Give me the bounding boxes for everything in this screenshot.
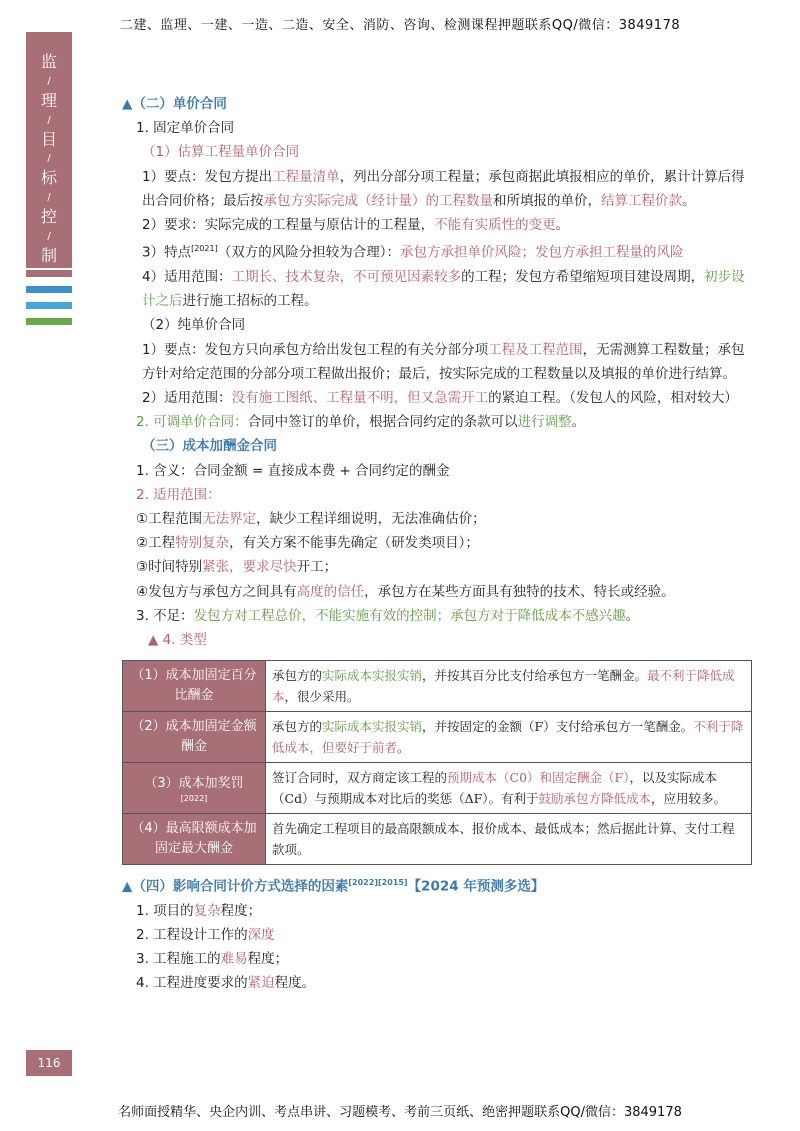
type-name-cell: （2）成本加固定金额酬金 bbox=[123, 712, 266, 763]
page-number: 116 bbox=[26, 1050, 72, 1076]
scope-item-4 bbox=[122, 580, 752, 604]
page-footer: 名师面授精华、央企内训、考点串讲、习题模考、考前三页纸、绝密押题联系QQ/微信：3849178 bbox=[118, 1105, 682, 1120]
highlight: 结算工程价款 bbox=[601, 192, 682, 209]
type-desc-cell bbox=[266, 661, 752, 712]
text: 。 bbox=[571, 414, 586, 431]
factor-1 bbox=[122, 899, 752, 923]
text: 和所填报的单价， bbox=[493, 192, 601, 209]
highlight: 承包方实际完成（经计量）的工程数量 bbox=[263, 192, 493, 209]
text: 合同中签订的单价，根据合同约定的条款可以 bbox=[247, 414, 518, 431]
year-tag: [2021] bbox=[191, 244, 218, 254]
highlight: 不利于降低成本，但要好于前者 bbox=[272, 719, 744, 756]
point-3-line bbox=[122, 237, 752, 265]
highlight: 特别复杂 bbox=[175, 535, 230, 552]
accent-stripe-mauve bbox=[26, 270, 72, 277]
pure-point-1-paragraph bbox=[122, 338, 752, 386]
highlight: 鼓励承包方降低成本 bbox=[538, 791, 652, 807]
highlight: 深度 bbox=[247, 927, 275, 944]
scope-item-2 bbox=[122, 531, 752, 555]
type-name-cell: （4）最高限额成本加固定最大酬金 bbox=[123, 814, 266, 865]
cost-plus-types-table bbox=[122, 660, 752, 865]
text: ，应用较多。 bbox=[651, 791, 727, 807]
text: 。 bbox=[397, 740, 410, 756]
side-tab-char: 监 bbox=[40, 52, 57, 71]
text: 开工； bbox=[296, 559, 338, 576]
table-row bbox=[123, 661, 752, 712]
text: 的紧迫工程。（发包人的风险，相对较大） bbox=[488, 389, 738, 406]
text: ，以及实际成本（Cd）与预期成本对比后的奖惩（ΔF）。有利于 bbox=[272, 770, 717, 807]
text: 承包方的 bbox=[272, 668, 323, 684]
text: ，无需测算工程数量；承包方针对给定范围的分部分项工程做出报价；最后，按实际完成的工程数量以及填报的单价进行结算。 bbox=[142, 341, 745, 382]
side-tab-char: 标 bbox=[40, 168, 57, 188]
cost-plus-types-heading bbox=[122, 628, 752, 652]
highlight: 进行调整 bbox=[517, 414, 572, 431]
title-text: ▲（四）影响合同计价方式选择的因素 bbox=[122, 878, 349, 895]
type-name-cell: （1）成本加固定百分比酬金 bbox=[123, 661, 266, 712]
highlight: 初步设计之后 bbox=[142, 268, 745, 310]
forecast-tag: 【2024 年预测多选】 bbox=[407, 878, 545, 895]
page-content bbox=[122, 92, 752, 996]
highlight: 无法界定 bbox=[202, 510, 257, 527]
side-tab-sep: / bbox=[47, 153, 51, 165]
point-4-paragraph bbox=[122, 265, 752, 313]
text: ，缺少工程详细说明，无法准确估价； bbox=[256, 510, 486, 527]
highlight: 难易 bbox=[220, 951, 248, 968]
accent-stripe-blue bbox=[26, 286, 72, 293]
text: 3. 工程施工的 bbox=[136, 951, 221, 968]
text: ④发包方与承包方之间具有 bbox=[136, 583, 297, 600]
point-2-line bbox=[122, 213, 752, 237]
text: 2. 工程设计工作的 bbox=[136, 927, 248, 944]
section-cost-plus-title: （三）成本加酬金合同 bbox=[142, 438, 277, 455]
text: 程度； bbox=[220, 902, 262, 919]
text: ，并按固定的金额（F）支付给承包方一笔酬金。 bbox=[422, 719, 694, 735]
side-tab-char: 目 bbox=[40, 129, 57, 149]
side-tab-char: 理 bbox=[40, 90, 57, 110]
type-desc-cell: 首先确定工程项目的最高限额成本、报价成本、最低成本；然后据此计算、支付工程款项。 bbox=[266, 814, 752, 865]
text: 4. 工程进度要求的 bbox=[136, 975, 248, 992]
text: 程度。 bbox=[274, 975, 316, 992]
highlight: 工期长、技术复杂，不可预见因素较多 bbox=[231, 268, 462, 285]
text: （双方的风险分担较为合理）： bbox=[217, 244, 400, 261]
adjustable-unit-price-line bbox=[122, 410, 752, 434]
highlight: 2. 可调单价合同： bbox=[136, 414, 248, 431]
highlight: 工程量清单 bbox=[272, 168, 340, 185]
highlight: 紧张，要求尽快 bbox=[202, 559, 297, 576]
page-header: 二建、监理、一建、一造、二造、安全、消防、咨询、检测课程押题联系QQ/微信：3849178 bbox=[119, 18, 681, 33]
text: 程度； bbox=[247, 951, 289, 968]
highlight: 高度的信任 bbox=[296, 583, 365, 600]
highlight: 发包方对工程总价，不能实施有效的控制；承包方对于降低成本不感兴趣 bbox=[193, 607, 626, 624]
chapter-side-tab bbox=[26, 32, 72, 268]
scope-item-1 bbox=[122, 507, 752, 531]
highlight: 承包方承担单价风险；发包方承担工程量的风险 bbox=[399, 244, 684, 261]
factor-3 bbox=[122, 947, 752, 971]
table-row bbox=[123, 712, 752, 763]
text: 1）要点：发包方提出 bbox=[142, 168, 273, 185]
text: 的工程；发包方希望缩短项目建设周期， bbox=[461, 268, 705, 285]
side-tab-sep: / bbox=[47, 230, 51, 242]
cost-plus-drawback bbox=[122, 604, 752, 628]
year-tag: [2022][2015] bbox=[348, 878, 408, 888]
pure-point-2-line bbox=[122, 386, 752, 410]
text: ，很少采用。 bbox=[284, 689, 360, 705]
text: 签订合同时，双方商定该工程的 bbox=[272, 770, 448, 786]
highlight: 预期成本（C0）和固定酬金（F） bbox=[447, 770, 630, 786]
text: 1. 项目的 bbox=[136, 902, 194, 919]
table-row bbox=[123, 763, 752, 814]
section-factors-title bbox=[122, 871, 752, 899]
text: ，并按其百分比支付给承包方一笔酬金。 bbox=[422, 668, 648, 684]
text: 2）适用范围： bbox=[142, 389, 232, 406]
scope-item-3 bbox=[122, 555, 752, 579]
highlight: 工程及工程范围 bbox=[488, 341, 583, 358]
text: 1）要点：发包方只向承包方给出发包工程的有关分部分项 bbox=[142, 341, 489, 358]
text: 2）要求：实际完成的工程量与原估计的工程量， bbox=[142, 217, 435, 234]
type-desc-cell bbox=[266, 763, 752, 814]
estimated-quantity-heading: （1）估算工程量单价合同 bbox=[142, 144, 300, 161]
text: ，列出分部分项工程量；承包商据此填报相应的单价，累计计算后得出合同价格；最后按 bbox=[142, 168, 745, 209]
cost-plus-meaning: 1. 含义：合同金额 = 直接成本费 + 合同约定的酬金 bbox=[136, 462, 450, 479]
text: 3）特点 bbox=[142, 244, 192, 261]
side-tab-char: 制 bbox=[40, 245, 57, 265]
section-unit-price-title: ▲（二）单价合同 bbox=[122, 96, 227, 112]
side-tab-sep: / bbox=[47, 114, 51, 126]
text: ，承包方在某些方面具有独特的技术、特长或经验。 bbox=[364, 583, 675, 600]
text: 。 bbox=[625, 607, 640, 624]
text: ，有关方案不能事先确定（研发类项目）； bbox=[229, 535, 479, 552]
table-row bbox=[123, 814, 752, 865]
text: ①工程范围 bbox=[136, 510, 203, 527]
text: 4）适用范围： bbox=[142, 268, 232, 285]
accent-stripe-lightblue bbox=[26, 302, 72, 309]
highlight: 复杂 bbox=[193, 902, 221, 919]
fixed-unit-price-heading: 1. 固定单价合同 bbox=[136, 120, 235, 137]
highlight: 实际成本实报实销 bbox=[322, 719, 423, 735]
text: 3. 不足： bbox=[136, 607, 194, 624]
text: 。 bbox=[555, 217, 570, 234]
type-desc-cell bbox=[266, 712, 752, 763]
side-tab-sep: / bbox=[47, 75, 51, 87]
text: 承包方的 bbox=[272, 719, 323, 735]
highlight: 不能有实质性的变更 bbox=[434, 217, 556, 234]
type-name-cell bbox=[123, 763, 266, 814]
text: ②工程 bbox=[136, 535, 176, 552]
highlight: 紧迫 bbox=[247, 975, 275, 992]
point-1-paragraph bbox=[122, 165, 752, 213]
side-tab-sep: / bbox=[47, 192, 51, 204]
pure-unit-price-heading: （2）纯单价合同 bbox=[142, 317, 246, 334]
highlight: 没有施工图纸、工程量不明，但又急需开工 bbox=[231, 389, 489, 406]
highlight: 实际成本实报实销 bbox=[322, 668, 423, 684]
factor-2 bbox=[122, 923, 752, 947]
text: 。 bbox=[682, 192, 696, 209]
type-name: （3）成本加奖罚 bbox=[144, 775, 244, 791]
types-label: ▲ 4. 类型 bbox=[148, 631, 207, 648]
factor-4 bbox=[122, 971, 752, 995]
year-tag: [2022] bbox=[180, 793, 208, 803]
cost-plus-scope-heading: 2. 适用范围： bbox=[136, 486, 221, 503]
highlight: 最不利于降低成本 bbox=[272, 668, 735, 705]
accent-stripe-green bbox=[26, 318, 72, 325]
side-tab-char: 控 bbox=[40, 207, 57, 227]
text: 进行施工招标的工程。 bbox=[182, 293, 318, 310]
text: ③时间特别 bbox=[136, 559, 203, 576]
